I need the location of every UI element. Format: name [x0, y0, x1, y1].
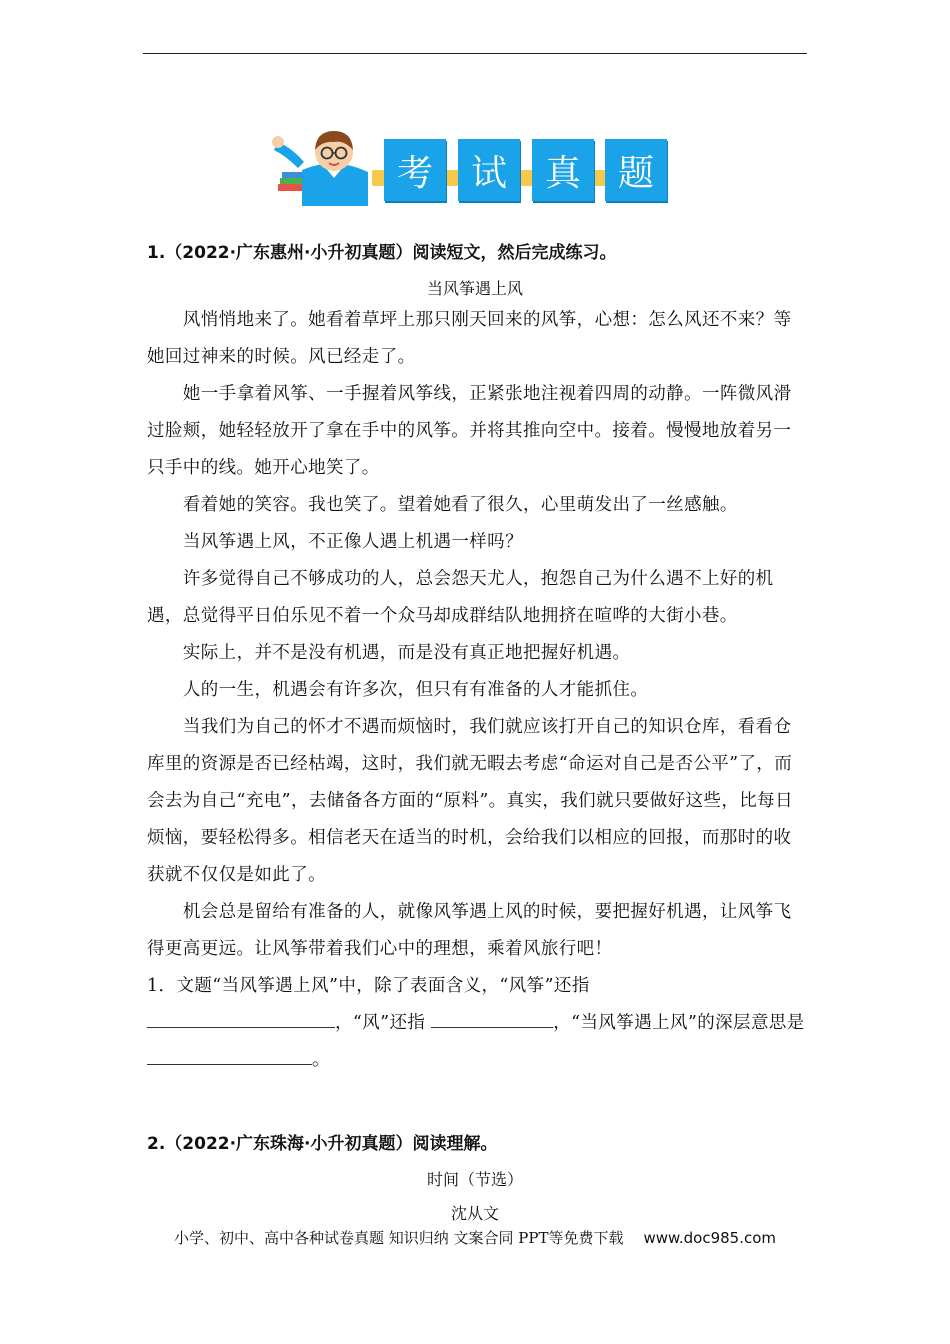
question-text: 。: [312, 1050, 330, 1070]
question-1-heading: 1.（2022·广东惠州·小升初真题）阅读短文，然后完成练习。: [147, 243, 617, 263]
passage-title: 当风筝遇上风: [426, 279, 523, 298]
paragraph: 机会总是留给有准备的人，就像风筝遇上风的时候，要把握好机遇，让风筝飞得更高更远。让风筝带着我们心中的理想，乘着风旅行吧！: [147, 902, 792, 959]
student-mascot-icon: [272, 126, 382, 206]
passage-2-title: 时间（节选）: [426, 1170, 523, 1189]
banner-char: 考: [384, 139, 446, 201]
banner-char: 真: [532, 139, 594, 201]
banner-char: 试: [458, 139, 520, 201]
question-2-heading: 2.（2022·广东珠海·小升初真题）阅读理解。: [147, 1134, 498, 1154]
paragraph: 实际上，并不是没有机遇，而是没有真正地把握好机遇。: [182, 643, 631, 663]
page-footer: [0, 1227, 950, 1248]
question-text: ，“当风筝遇上风”的深层意思是: [553, 1013, 805, 1033]
paragraph: 看着她的笑容。我也笑了。望着她看了很久，心里萌发出了一丝感触。: [182, 495, 738, 515]
banner-char: 题: [605, 139, 667, 201]
paragraph: 当我们为自己的怀才不遇而烦恼时，我们就应该打开自己的知识仓库，看看仓库里的资源是否已经枯竭，这时，我们就无暇去考虑“命运对自己是否公平”了，而会去为自己“充电”，去储备各方面的“原料”。真实，我们就只要做好这些，比每日烦恼，要轻松得多。相信老天在适当的时机，会给我们以相应的回报，而那时的收获就不仅仅是如此了。: [147, 717, 793, 885]
footer-url[interactable]: www.doc985.com: [643, 1229, 777, 1247]
paragraph: 当风筝遇上风，不正像人遇上机遇一样吗？: [182, 532, 523, 552]
passage-2-author: 沈从文: [450, 1204, 499, 1223]
answer-blank-kite[interactable]: [147, 1007, 335, 1028]
header-rule: [143, 53, 807, 54]
paragraph: 她一手拿着风筝、一手握着风筝线，正紧张地注视着四周的动静。一阵微风滑过脸颊，她轻轻放开了拿在手中的风筝。并将其推向空中。接着。慢慢地放着另一只手中的线。她开心地笑了。: [147, 384, 792, 478]
question-text: 1．文题“当风筝遇上风”中，除了表面含义，“风筝”还指: [147, 976, 590, 996]
sub-question-1: [147, 968, 807, 1079]
question-text: ，“风”还指: [335, 1013, 426, 1033]
footer-text: 小学、初中、高中各种试卷真题 知识归纳 文案合同 PPT等免费下载: [173, 1229, 624, 1247]
paragraph: 人的一生，机遇会有许多次，但只有有准备的人才能抓住。: [182, 680, 649, 700]
answer-blank-wind[interactable]: [431, 1007, 553, 1028]
paragraph: 许多觉得自己不够成功的人，总会怨天尤人，抱怨自己为什么遇不上好的机遇，总觉得平日伯乐见不着一个众马却成群结队地拥挤在喧哗的大街小巷。: [147, 569, 774, 626]
exam-banner: [272, 126, 667, 206]
paragraph: 风悄悄地来了。她看着草坪上那只刚天回来的风筝，心想：怎么风还不来？等她回过神来的时候。风已经走了。: [147, 310, 792, 367]
passage-body: [147, 302, 807, 1079]
answer-blank-meaning[interactable]: [147, 1044, 312, 1065]
